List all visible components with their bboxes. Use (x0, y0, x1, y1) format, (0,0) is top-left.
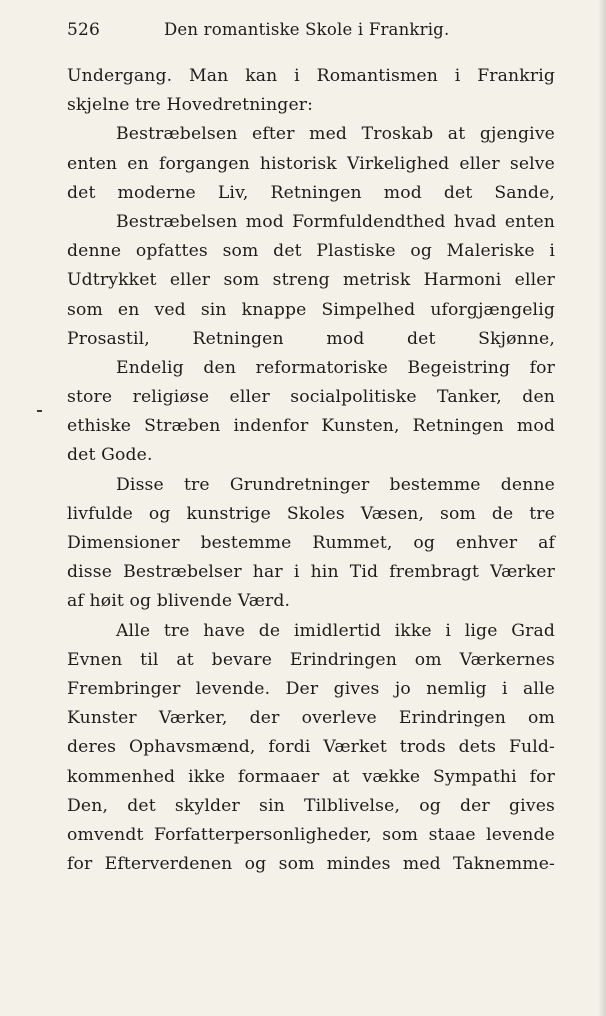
text-line: Den, det skylder sin Tilblivelse, og der gives (67, 795, 555, 816)
text-line: kommenhed ikke formaaer at vække Sympathi for (67, 766, 555, 787)
text-line: Alle tre have de imidlertid ikke i lige Grad (116, 620, 555, 641)
text-line: disse Bestræbelser har i hin Tid frembragt Værker (67, 562, 555, 583)
text-line: Frembringer levende. Der gives jo nemlig i alle (67, 678, 555, 699)
text-line: Disse tre Grundretninger bestemme denne (116, 474, 555, 495)
running-header (67, 20, 555, 44)
text-line: det Gode. (67, 445, 153, 466)
text-line: det moderne Liv, Retningen mod det Sande, (67, 182, 555, 203)
text-line: af høit og blivende Værd. (67, 591, 291, 612)
body-text (67, 62, 555, 879)
text-line: Undergang. Man kan i Romantismen i Frankrig (67, 66, 555, 86)
text-line: Kunster Værker, der overleve Erindringen om (67, 708, 555, 729)
text-line: ethiske Stræben indenfor Kunsten, Retningen mod (67, 416, 555, 437)
text-line: Evnen til at bevare Erindringen om Værkernes (67, 649, 555, 670)
text-line: skjelne tre Hovedretninger: (67, 95, 314, 116)
text-line: denne opfattes som det Plastiske og Maleriske i (67, 241, 555, 262)
text-line: Dimensioner bestemme Rummet, og enhver af (67, 533, 555, 553)
text-line: Prosastil, Retningen mod det Skjønne, (67, 328, 555, 349)
text-line: omvendt Forfatterpersonligheder, som staae levende (67, 824, 555, 845)
page-edge-shadow (598, 0, 606, 1016)
text-line: Bestræbelsen efter med Troskab at gjengive (116, 124, 555, 145)
text-line: som en ved sin knappe Simpelhed uforgjængelig (67, 299, 555, 320)
text-line: deres Ophavsmænd, fordi Værket trods dets Fuld- (67, 737, 555, 758)
page-number: 526 (67, 20, 101, 40)
text-line: store religiøse eller socialpolitiske Tanker, den (67, 387, 555, 408)
margin-mark (37, 410, 42, 412)
text-line: enten en forgangen historisk Virkelighed eller selve (67, 153, 555, 174)
text-line: Udtrykket eller som streng metrisk Harmoni eller (67, 270, 555, 291)
running-title: Den romantiske Skole i Frankrig. (164, 20, 450, 39)
text-line: Bestræbelsen mod Formfuldendthed hvad enten (116, 211, 555, 232)
text-line: livfulde og kunstrige Skoles Væsen, som de tre (67, 503, 555, 524)
text-line: for Efterverdenen og som mindes med Taknemme- (67, 854, 555, 875)
text-line: Endelig den reformatoriske Begeistring for (116, 357, 555, 378)
